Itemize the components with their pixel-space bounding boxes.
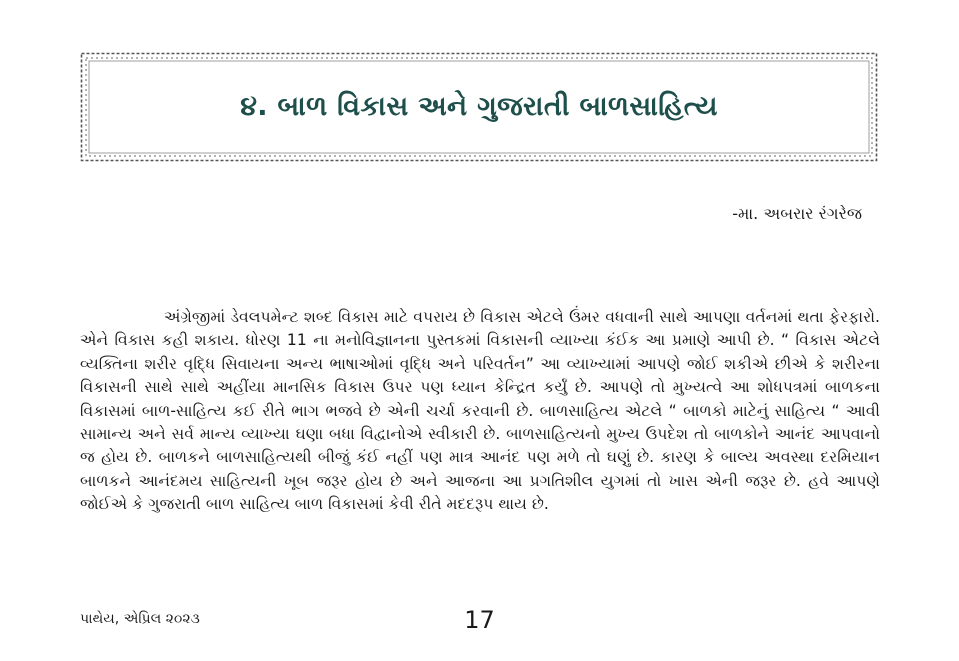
body-paragraph: અંગ્રેજીમાં ડેવલપમેન્ટ શબ્દ વિકાસ માટે વપરાય છે વિકાસ એટલે ઉંમર વધવાની સાથે આપણા વર્તનમાં થતા ફેરફારો. એને વિકાસ કહી શકાય. ધોરણ 11 ના મનોવિજ્ઞાનના પુસ્તકમાં વિકાસની વ્યાખ્યા કંઈક આ પ્રમાણે આપી છે. “ વિકાસ એટલે વ્યક્તિના શરીર વૃદ્ધિ સિવાયના અન્ય ભાષાઓમાં વૃદ્ધિ અને પરિવર્તન” આ વ્યાખ્યામાં આપણે જોઈ શકીએ છીએ કે શરીરના વિકાસની સાથે સાથે અહીંયા માનસિક વિકાસ ઉપર પણ ધ્યાન કેન્દ્રિત કર્યું છે. આપણે તો મુખ્યત્વે આ શોધપત્રમાં બાળકના વિકાસમાં બાળ-સાહિત્ય કઈ રીતે ભાગ ભજવે છે એની ચર્ચા કરવાની છે. બાળસાહિત્ય એટલે “ બાળકો માટેનું સાહિત્ય “ આવી સામાન્ય અને સર્વ માન્ય વ્યાખ્યા ઘણા બધા વિદ્વાનોએ સ્વીકારી છે. બાળસાહિત્યનો મુખ્ય ઉપદેશ તો બાળકોને આનંદ આપવાનો જ હોય છે. બાળકને બાળસાહિત્યથી બીજું કંઈ નહીં પણ માત્ર આનંદ પણ મળે તો ઘણું છે. કારણ કે બાલ્ય અવસ્થા દરમિયાન બાળકને આનંદમય સાહિત્યની ખૂબ જરૂર હોય છે અને આજના આ પ્રગતિશીલ યુગમાં તો ખાસ એની જરૂર છે. હવે આપણે જોઈએ કે ગુજરાતી બાળ સાહિત્ય બાળ વિકાસમાં કેવી રીતે મદદરૂપ થાય છે. xyxy=(80,308,880,514)
author-name: -મા. અબરાર રંગરેજ xyxy=(732,204,862,223)
footer-publication: પાથેય, એપ્રિલ ૨૦૨૩ xyxy=(80,611,200,627)
page-number: 17 xyxy=(464,606,495,634)
chapter-title: ૪. બાળ વિકાસ અને ગુજરાતી બાળસાહિત્ય xyxy=(240,91,718,122)
title-frame xyxy=(80,52,878,162)
